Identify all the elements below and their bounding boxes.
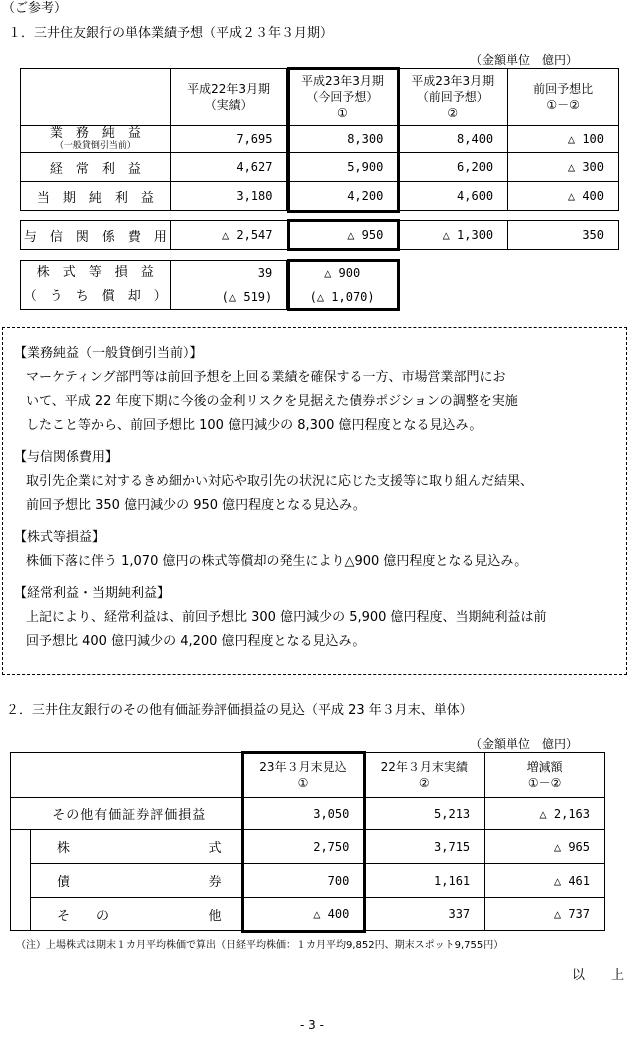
row-label: 経 常 利 益 — [21, 153, 171, 182]
col-fy2010-actual: 22年３月末実績 ② — [364, 753, 485, 798]
table-row — [11, 830, 605, 864]
table-row — [21, 126, 619, 153]
cell: 8,300 — [287, 126, 398, 153]
cell: 3,050 — [242, 798, 364, 830]
note-line: したこと等から、前回予想比 100 億円減少の 8,300 億円程度となる見込み。 — [26, 418, 483, 433]
cell: 3,715 — [364, 830, 485, 864]
cell: △ 2,163 — [485, 798, 605, 830]
cell: △ 400 — [508, 182, 619, 211]
cell: △ 965 — [485, 830, 605, 864]
note-heading: 【業務純益（一般貸倒引当前）】 — [14, 346, 203, 361]
section2-title: ２．三井住友銀行のその他有価証券評価損益の見込（平成 23 年３月末、単体） — [6, 703, 473, 718]
col-vs-previous: 前回予想比 ①－② — [508, 69, 619, 126]
note-heading: 【経常利益・当期純利益】 — [14, 586, 171, 601]
note-line: 上記により、経常利益は、前回予想比 300 億円減少の 5,900 億円程度、当期純利益は前 — [26, 610, 547, 625]
col-fy2011-current: 平成23年3月期 （今回予想） ① — [287, 69, 398, 126]
cell: 3,180 — [170, 182, 287, 211]
cell: 1,161 — [364, 864, 485, 898]
notes — [14, 342, 614, 654]
stock-table — [20, 260, 398, 310]
cell: 8,400 — [398, 126, 508, 153]
cell: 4,200 — [287, 182, 398, 211]
table-row — [21, 153, 619, 182]
note-line: 取引先企業に対するきめ細かい対応や取引先の状況に応じた支援等に取り組んだ結果、 — [26, 474, 534, 489]
row-label: 株 式 等 損 益 （ う ち 償 却 ） — [21, 261, 171, 310]
row-label: 債 券 — [30, 864, 242, 898]
note-heading: 【与信関係費用】 — [14, 450, 119, 465]
row-label: 業 務 純 益 （一般貸倒引当前） — [21, 126, 171, 153]
row-label: 与 信 関 係 費 用 — [21, 221, 171, 250]
page-number: - 3 - — [300, 1018, 324, 1032]
table-row — [11, 798, 605, 830]
cell: 700 — [242, 864, 364, 898]
cell: 4,600 — [398, 182, 508, 211]
cell: △ 300 — [508, 153, 619, 182]
reference-note: （ご参考） — [2, 1, 68, 16]
cell: 39 (△ 519) — [170, 261, 287, 310]
cell: △ 461 — [485, 864, 605, 898]
col-fy2011-previous: 平成23年3月期 （前回予想） ② — [398, 69, 508, 126]
note-line: いて、平成 22 年度下期に今後の金利リスクを見据えた債券ポジションの調整を実施 — [26, 394, 518, 409]
closing-mark: 以 上 — [572, 968, 625, 983]
cell: 5,900 — [287, 153, 398, 182]
cell: 6,200 — [398, 153, 508, 182]
cell: 337 — [364, 898, 485, 931]
row-label: そ の 他 — [30, 898, 242, 931]
forecast-header-row — [21, 69, 619, 126]
note-line: マーケティング部門等は前回予想を上回る業績を確保する一方、市場営業部門にお — [26, 370, 506, 385]
cell: 350 — [508, 221, 619, 250]
note-line: 株価下落に伴う 1,070 億円の株式等償却の発生により△900 億円程度となる見込み。 — [26, 554, 528, 569]
footnote: （注）上場株式は期末１カ月平均株価で算出（日経平均株価：１カ月平均9,852円、期末スポット9,755円） — [16, 940, 504, 951]
cell: △ 400 — [242, 898, 364, 931]
col-change: 増減額 ①－② — [485, 753, 605, 798]
cell: 2,750 — [242, 830, 364, 864]
table-row — [11, 898, 605, 931]
cell: △ 900 (△ 1,070) — [287, 261, 398, 310]
table-row — [21, 261, 398, 310]
row-label: 株 式 — [30, 830, 242, 864]
cell: △ 100 — [508, 126, 619, 153]
credit-cost-table — [20, 220, 619, 250]
col-fy2011-estimate: 23年３月末見込 ① — [242, 753, 364, 798]
row-label: 当 期 純 利 益 — [21, 182, 171, 211]
cell: 4,627 — [170, 153, 287, 182]
table-row — [11, 864, 605, 898]
section2-unit: （金額単位 億円） — [470, 737, 579, 751]
row-label: その他有価証券評価損益 — [11, 798, 243, 830]
securities-header-row — [11, 753, 605, 798]
cell: △ 1,300 — [398, 221, 508, 250]
cell: 7,695 — [170, 126, 287, 153]
cell: △ 2,547 — [170, 221, 287, 250]
note-line: 前回予想比 350 億円減少の 950 億円程度となる見込み。 — [26, 498, 366, 513]
note-line: 回予想比 400 億円減少の 4,200 億円程度となる見込み。 — [26, 634, 366, 649]
table-row — [21, 182, 619, 211]
cell: 5,213 — [364, 798, 485, 830]
section1-title: １．三井住友銀行の単体業績予想（平成２３年３月期） — [8, 26, 334, 41]
section1-unit: （金額単位 億円） — [470, 53, 579, 67]
col-fy2010-actual: 平成22年3月期 （実績） — [170, 69, 287, 126]
securities-table — [10, 752, 605, 931]
note-heading: 【株式等損益】 — [14, 530, 106, 545]
table-row — [21, 221, 619, 250]
forecast-table — [20, 68, 619, 211]
cell: △ 950 — [287, 221, 398, 250]
cell: △ 737 — [485, 898, 605, 931]
